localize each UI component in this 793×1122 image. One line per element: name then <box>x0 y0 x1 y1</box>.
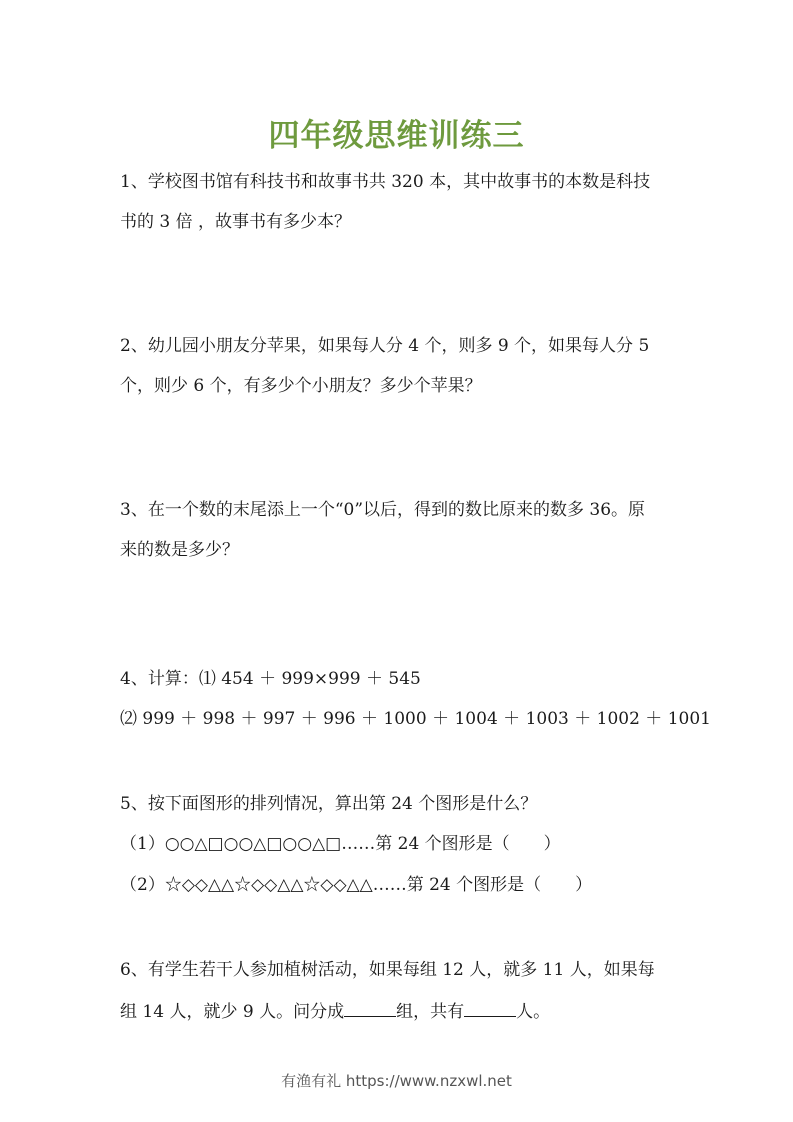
question-5-line-3: （2）☆◇◇△△☆◇◇△△☆◇◇△△……第 24 个图形是（ ） <box>120 875 593 895</box>
question-5-line-2: （1）○○△□○○△□○○△□……第 24 个图形是（ ） <box>120 834 561 854</box>
page-title: 四年级思维训练三 <box>268 118 525 154</box>
footer-watermark: 有渔有礼 https://www.nzxwl.net <box>281 1072 512 1090</box>
group-count-blank[interactable] <box>344 998 396 1017</box>
question-6-text-b: 组，共有 <box>396 1002 465 1022</box>
question-6-line-2 <box>120 998 550 1024</box>
question-6-text-a: 组 14 人，就少 9 人。问分成 <box>120 1002 345 1022</box>
question-1-line-2: 书的 3 倍 ，故事书有多少本？ <box>120 212 352 232</box>
question-3-line-2: 来的数是多少？ <box>120 540 239 560</box>
question-6-text-c: 人。 <box>516 1002 551 1022</box>
question-2-line-1: 2、幼儿园小朋友分苹果，如果每人分 4 个，则多 9 个，如果每人分 5 <box>120 336 650 356</box>
question-4-line-2: ⑵ 999 ＋ 998 ＋ 997 ＋ 996 ＋ 1000 ＋ 1004 ＋ 1003 ＋ 1002 ＋ 1001 <box>120 709 711 729</box>
question-2-line-2: 个，则少 6 个，有多少个小朋友？多少个苹果？ <box>120 376 482 396</box>
question-1-line-1: 1、学校图书馆有科技书和故事书共 320 本，其中故事书的本数是科技 <box>120 172 651 192</box>
question-5-line-1: 5、按下面图形的排列情况，算出第 24 个图形是什么？ <box>120 794 538 814</box>
question-4-line-1: 4、计算：⑴ 454 ＋ 999×999 ＋ 545 <box>120 669 421 689</box>
question-3-line-1: 3、在一个数的末尾添上一个“0”以后，得到的数比原来的数多 36。原 <box>120 500 646 520</box>
question-6-line-1: 6、有学生若干人参加植树活动，如果每组 12 人，就多 11 人，如果每 <box>120 960 655 980</box>
student-count-blank[interactable] <box>464 998 516 1017</box>
